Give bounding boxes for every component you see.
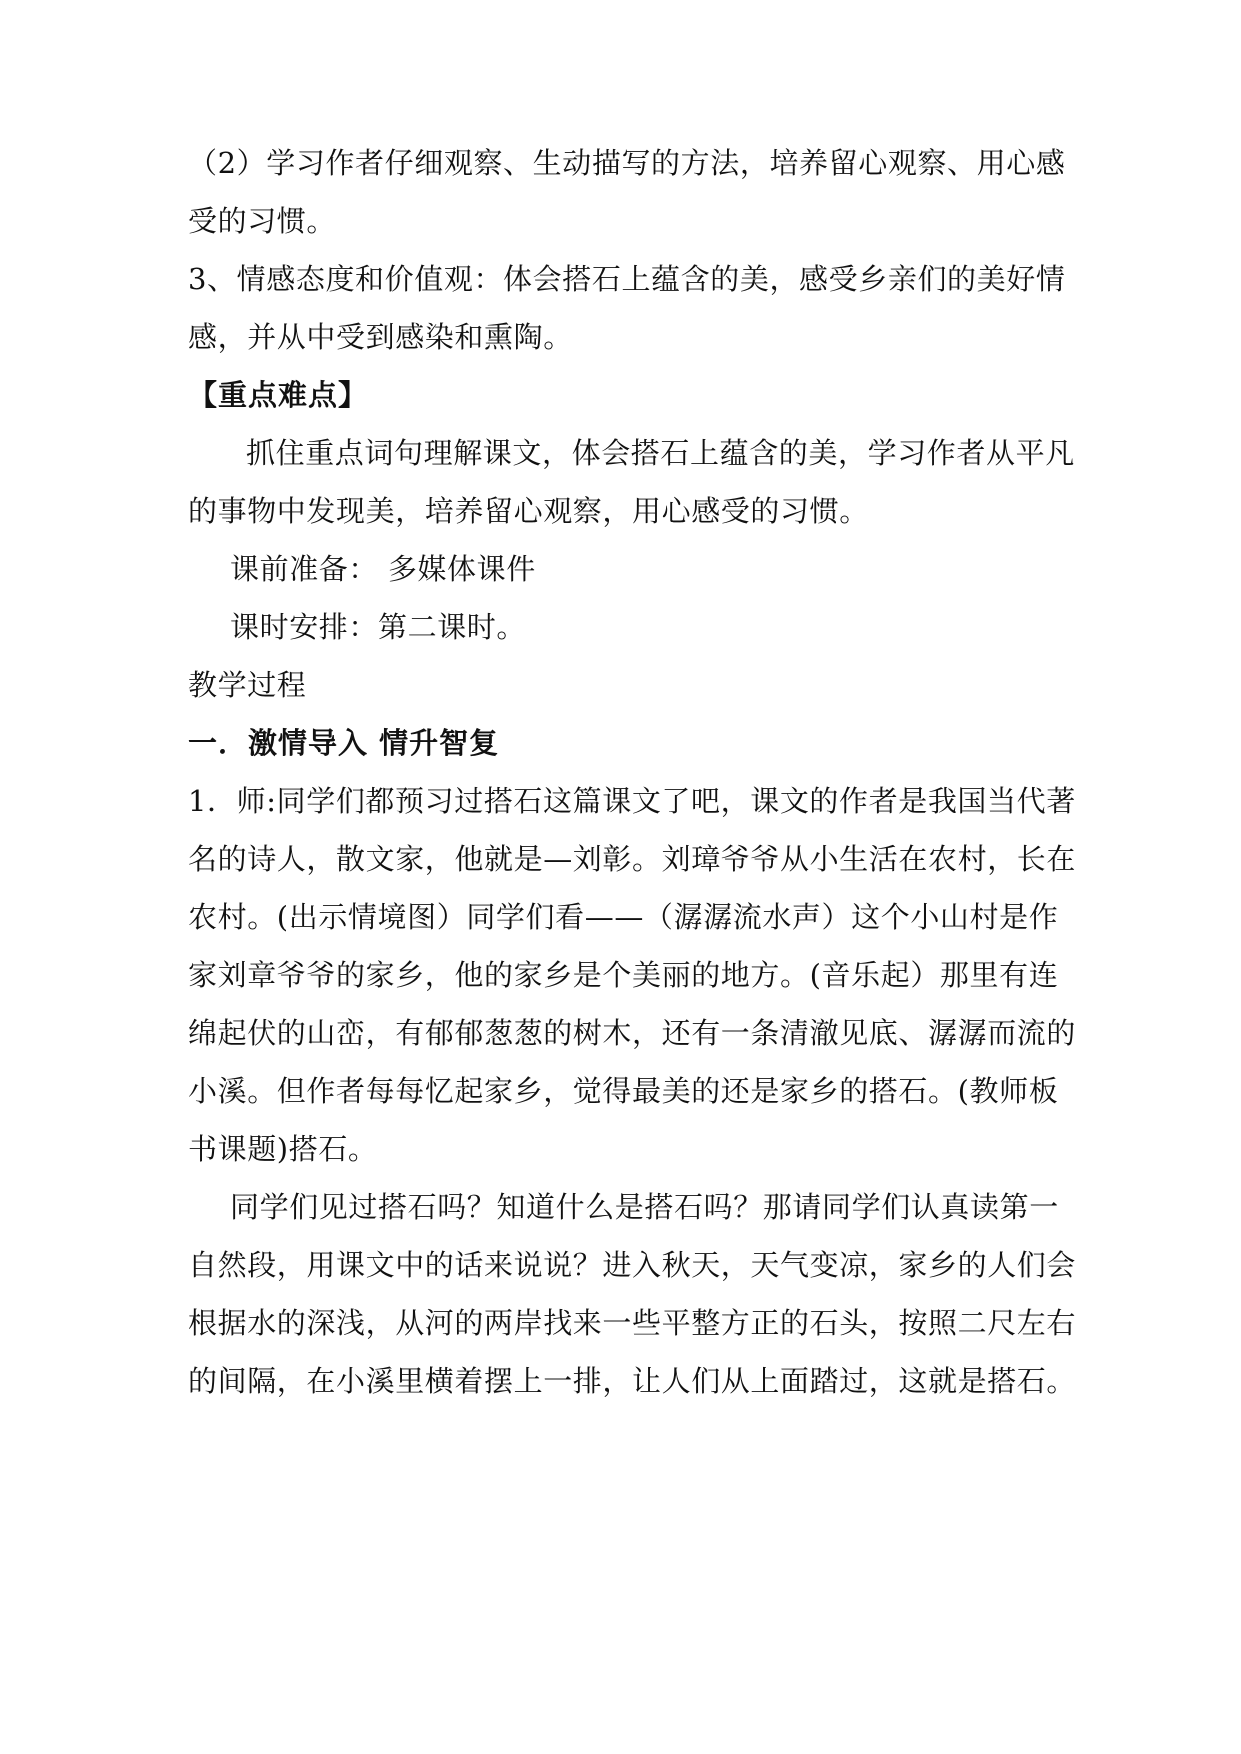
key-points-heading: 【重点难点】 <box>188 378 369 412</box>
key-points-line-1: 抓住重点词句理解课文，体会搭石上蕴含的美，学习作者从平凡 <box>246 436 1075 470</box>
preparation-line: 课前准备： 多媒体课件 <box>230 552 536 586</box>
schedule-line: 课时安排：第二课时。 <box>230 610 527 644</box>
key-points-line-2: 的事物中发现美，培养留心观察，用心感受的习惯。 <box>188 494 869 528</box>
body-line-3: 农村。(出示情境图）同学们看——（潺潺流水声）这个小山村是作 <box>188 900 1059 934</box>
body-line-4: 家刘章爷爷的家乡，他的家乡是个美丽的地方。(音乐起）那里有连 <box>188 958 1059 992</box>
objective-2-line-1: （2）学习作者仔细观察、生动描写的方法，培养留心观察、用心感 <box>188 146 1066 180</box>
process-heading: 教学过程 <box>188 668 307 702</box>
body-line-2: 名的诗人，散文家，他就是—刘彰。刘璋爷爷从小生活在农村，长在 <box>188 842 1077 876</box>
body-line-8: 同学们见过搭石吗？知道什么是搭石吗？那请同学们认真读第一 <box>230 1190 1059 1224</box>
objective-3-line-1: 3、情感态度和价值观：体会搭石上蕴含的美，感受乡亲们的美好情 <box>188 262 1066 296</box>
body-line-11: 的间隔，在小溪里横着摆上一排，让人们从上面踏过，这就是搭石。 <box>188 1364 1077 1398</box>
objective-2-line-2: 受的习惯。 <box>188 204 337 238</box>
section-1-heading: 一．激情导入 情升智复 <box>188 726 500 760</box>
body-line-5: 绵起伏的山峦，有郁郁葱葱的树木，还有一条清澈见底、潺潺而流的 <box>188 1016 1077 1050</box>
objective-3-line-2: 感，并从中受到感染和熏陶。 <box>188 320 573 354</box>
body-line-6: 小溪。但作者每每忆起家乡，觉得最美的还是家乡的搭石。(教师板 <box>188 1074 1059 1108</box>
body-line-7: 书课题)搭石。 <box>188 1132 378 1166</box>
body-line-9: 自然段，用课文中的话来说说？进入秋天，天气变凉，家乡的人们会 <box>188 1248 1077 1282</box>
body-line-10: 根据水的深浅，从河的两岸找来一些平整方正的石头，按照二尺左右 <box>188 1306 1077 1340</box>
body-line-1: 1．师:同学们都预习过搭石这篇课文了吧，课文的作者是我国当代著 <box>188 784 1076 818</box>
